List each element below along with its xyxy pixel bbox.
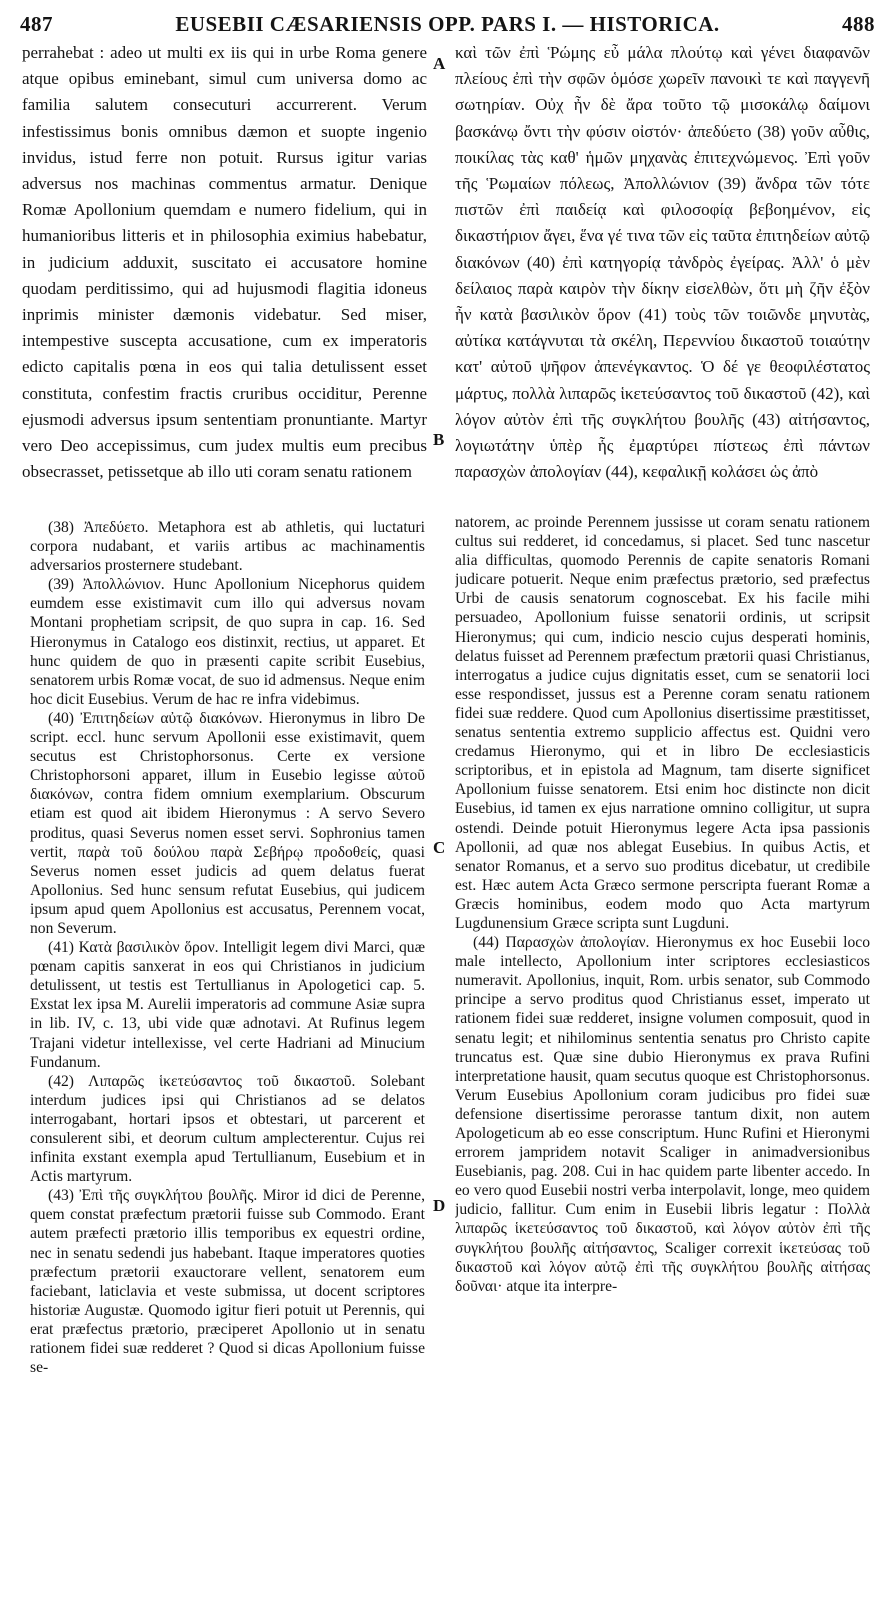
note-43: (43) Ἐπὶ τῆς συγκλήτου βουλῆς. Miror id dici de Perenne, quem constat præfectum prætorii fuisse sub Commodo. Erant autem præfecti prætorio illis temporibus ex equestri ordine, nec in senatu sedendi jus habebant. Itaque imperatores quoties præfectum prætorii exauctorare vellent, senatorem eum faciebant, laticlavia et veste submissa, ut docent scriptores historiæ Augustæ. Quomodo igitur fieri potuit ut Perennis, qui erat præfectus prætorio, præciperet Apollonio ut in senatu rationem fidei suæ redderet ? Quod si dicas Apollonium fuisse se-: [30, 1187, 425, 1377]
notes-column-right: [455, 513, 870, 1296]
notes-column-left: [30, 518, 425, 1377]
note-44: (44) Παρασχὼν ἀπολογίαν. Hieronymus ex hoc Eusebii loco male intellecto, Apollonium inter scriptores ecclesiasticos numeravit. Apollonius, inquit, Rom. urbis senator, sub Commodo principe a servo proditus quod Christianus esset, imperato ut rationem fidei suæ redderet, insigne volumen composuit, quod in senatu legit; et nihilominus sententia senatus pro Christo capite truncatus est. Quæ sine dubio Hieronymus ex prava Rufini interpretatione hausit, quam secutus quoque est Christophorsonus. Verum Eusebius Apollonium coram judicibus pro fidei suæ defensione disertissime perorasse tantum dixit, non autem Apologeticum ab eo esse conscriptum. Hunc Rufini et Hieronymi errorem jampridem notavit Scaliger in animadversionibus Eusebianis, pag. 208. Cui in hac quidem parte libenter accedo. In eo vero quod Eusebii nostri verba interpolavit, longe, meo quidem judicio, fallitur. Cum enim in Eusebii libris legatur : Πολλὰ λιπαρῶς ἱκετεύσαντος τοῦ δικαστοῦ, καὶ λόγον αὐτὸν ἐπὶ τῆς συγκλήτου βουλῆς αἰτήσαντος, Scaliger correxit ἱκετεύσας τοῦ δικαστοῦ καὶ λόγον αὐτῷ ἐπὶ τῆς συγκλήτου βουλῆς αἰτήσας δοῦναι· atque ita interpre-: [455, 934, 870, 1295]
margin-letter-b: B: [433, 430, 445, 449]
note-43-continued: natorem, ac proinde Perennem jussisse ut coram senatu rationem cultus sui redderet, id concedamus, si placet. Sed tunc nascetur alia difficultas, quomodo Perennis de capite senatoris Romani judicare potuerit. Neque enim præfectus prætorio, sed præfectus Urbi de causis senatorum cognoscebat. Ex his facile mihi persuadeo, Apollonium fuisse senatorii ordinis, ut scripsit Hieronymus; qui cum, indicio nescio cujus desperati hominis, delatus fuisset ad Perennem præfectum prætorii quasi Christianus, interrogatus a judice cujus dignitatis esset, cum se senatorii loci esse respondisset, jussus est a Perenne coram senatu rationem fidei suæ reddere. Quod cum Apollonius disertissime præstitisset, senatus sententia extremo supplicio affectus est. Quidni vero credamus Hieronymo, qui et in libro De ecclesiasticis scriptoribus, et in epistola ad Magnum, tam diserte significet Apollonium fuisse senatorem. Etsi enim hoc distincte non dicit Eusebius, id tamen ex ejus narratione omnino colligitur, ut supra ostendi. Deinde potuit Hieronymus legere Acta ipsa passionis Apollonii, ad quæ nos ablegat Eusebius. In quibus Actis, et senator Romanus, et a servo suo proditus dicebatur, ut credibile est. Hæc autem Acta Græco sermone perscripta fuerant Romæ a Græcis hominibus, eodem modo quo Acta martyrum Lugdunensium Græce scripta sunt Lugduni.: [455, 514, 870, 932]
margin-letter-c: C: [433, 838, 446, 857]
latin-translation-column: [22, 40, 427, 485]
running-title: EUSEBII CÆSARIENSIS OPP. PARS I. — HISTORICA.: [175, 12, 720, 36]
note-39: (39) Ἀπολλώνιον. Hunc Apollonium Nicephorus quidem eumdem esse existimavit cum illo qui adversus novam Montani prophetiam scripsit, de quo supra in cap. 16. Sed Hieronymus in Catalogo eos distinxit, rectius, ut apparet. Et hunc quidem de quo in præsenti capite scribit Eusebius, senatorem urbis Romæ vocat, de suo id admensus. Neque enim hoc dicit Eusebius. Verum de hac re infra videbimus.: [30, 576, 425, 708]
page-number-left: 487: [20, 12, 53, 36]
margin-letter-d: D: [433, 1196, 446, 1215]
page-header: [20, 6, 875, 40]
margin-letter-a: A: [433, 54, 446, 73]
latin-text: perrahebat : adeo ut multi ex iis qui in urbe Roma genere atque opibus eminebant, simul cum universa domo ac familia salutem consecuturi accurrerent. Verum infestissimus bonis omnibus dæmon et suopte ingenio invidus, istud ferre non potuit. Rursus igitur varias adversus nos machinas commentus armatur. Denique Romæ Apollonium quemdam e numero fidelium, qui in humanioribus litteris et in philosophia eximius habebatur, in judicium adduxit, suscitato ei accusatore homine quodam perditissimo, qui ad hujusmodi flagitia idoneus inprimis minister dæmonis videbatur. Sed miser, intempestive suscepta accusatione, cum ex imperatoris edicto capitalis pœna in eos qui talia detulissent esset constituta, confestim fractis cruribus occiditur, Perenne ejusmodi adversus ipsum sententiam pronuntiante. Martyr vero Deo accepissimus, cum judex multis eum precibus obsecrasset, petissetque ab illo uti coram senatu rationem: [22, 43, 427, 482]
note-42: (42) Λιπαρῶς ἱκετεύσαντος τοῦ δικαστοῦ. Solebant interdum judices ipsi qui Christianos ad se delatos interrogabant, hortari ipsos et obtestari, ut parcerent et consulerent sibi, et deorum cultum amplecterentur. Cujus rei infinita exstant exempla apud Tertullianum, Eusebium et in Actis martyrum.: [30, 1072, 425, 1186]
note-40: (40) Ἐπιτηδείων αὐτῷ διακόνων. Hieronymus in libro De script. eccl. hunc servum Apollonii esse existimavit, quem secutus est Christophorsonus. Certe ex versione Christophorsoni apparet, illum in Eusebio legisse αὐτοῦ διακόνων, contra fidem omnium exemplarium. Obscurum etiam est quod ait ibidem Hieronymus : A servo Severo proditus, quasi Severus nomen esset servi. Sophronius tamen vertit, παρὰ τοῦ δούλου παρὰ Σεβήρῳ προδοθείς, quasi Severus nomen esset judicis ad quem delatus fuerat Apollonius. Sed hunc sensum refutat Eusebius, qui judicem ipsum apud quem Apollonius est accusatus, Perennem vocat, non Severum.: [30, 709, 425, 937]
greek-text: καὶ τῶν ἐπὶ Ῥώμης εὖ μάλα πλούτῳ καὶ γένει διαφανῶν πλείους ἐπὶ τὴν σφῶν ὁμόσε χωρεῖν πανοικὶ τε καὶ παγγενῆ σωτηρίαν. Οὐχ ἦν δὲ ἄρα τοῦτο τῷ μισοκάλῳ δαίμονι βασκάνῳ ὄντι τὴν φύσιν οἰστόν· ἀπεδύετο (38) γοῦν αὖθις, ποικίλας τὰς καθ' ἡμῶν μηχανὰς ἐπιτεχνώμενος. Ἐπὶ γοῦν τῆς Ῥωμαίων πόλεως, Ἀπολλώνιον (39) ἄνδρα τῶν τότε πιστῶν ἐπὶ παιδείᾳ καὶ φιλοσοφίᾳ βεβοημένον, εἰς δικαστήριον ἄγει, ἕνα γέ τινα τῶν εἰς ταῦτα ἐπιτηδείων αὐτῷ διακόνων (40) ἐπὶ κατηγορίᾳ τἀνδρὸς ἐγείρας. Ἀλλ' ὁ μὲν δείλαιος παρὰ καιρὸν τὴν δίκην εἰσελθὼν, ὅτι μὴ ζῆν ἐξὸν ἦν κατὰ βασιλικὸν ὅρον (41) τοὺς τῶν τοιῶνδε μηνυτὰς, αὐτίκα κατάγνυται τὰ σκέλη, Περεννίου δικαστοῦ τοιαύτην κατ' αὐτοῦ ψῆφον ἀπενέγκαντος. Ὁ δέ γε θεοφιλέστατος μάρτυς, πολλὰ λιπαρῶς ἱκετεύσαντος τοῦ δικαστοῦ (42), καὶ λόγον αὐτὸν ἐπὶ τῆς συγκλήτου βουλῆς (43) αἰτήσαντος, λογιωτάτην ὑπὲρ ἧς ἐμαρτύρει πίστεως ἐπὶ πάντων παρασχὼν ἀπολογίαν (44), κεφαλικῇ κολάσει ὡς ἀπὸ: [455, 43, 870, 482]
note-41: (41) Κατὰ βασιλικὸν ὅρον. Intelligit legem divi Marci, quæ pœnam capitis sanxerat in eos qui Christianos in judicium detulissent, ut testis est Tertullianus in Apologetici cap. 5. Exstat lex ipsa M. Aurelii imperatoris ad commune Asiæ supra in lib. IV, c. 13, ubi vide quæ adnotavi. At Rufinus legem Trajani videtur intellexisse, vel certe Hadriani ad Minucium Fundanum.: [30, 939, 425, 1071]
greek-text-column: [455, 40, 870, 485]
page-number-right: 488: [842, 12, 875, 36]
note-38: (38) Ἀπεδύετο. Metaphora est ab athletis, qui luctaturi corpora nudabant, et variis artibus ac machinamentis adversarios prosternere studebant.: [30, 519, 425, 575]
